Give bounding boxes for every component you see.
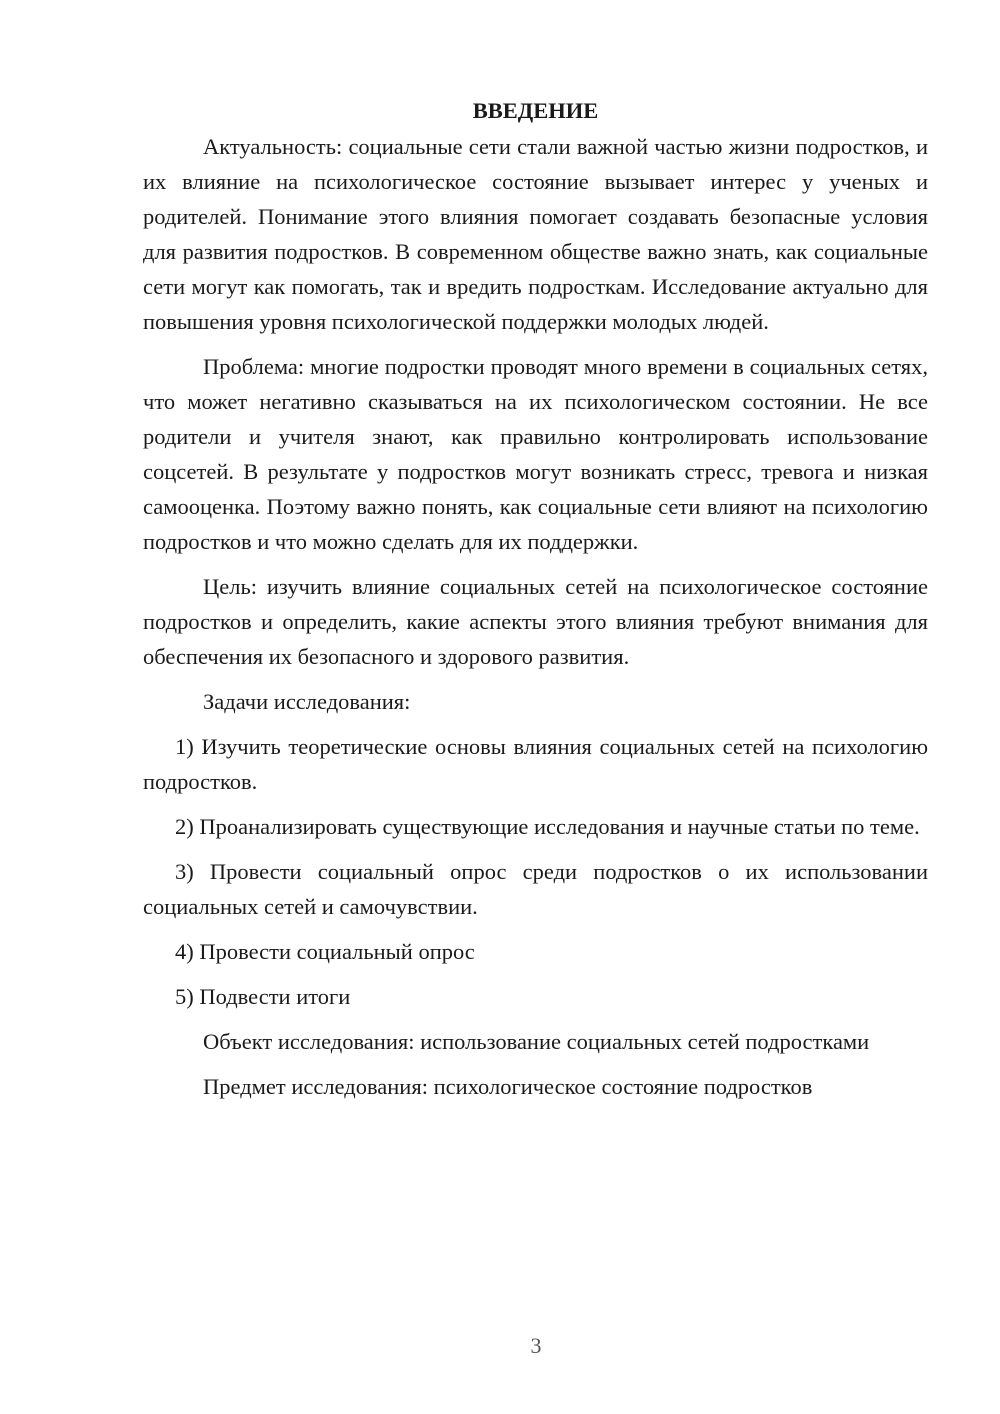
task-item-2: 2) Проанализировать существующие исследования и научные статьи по теме. <box>175 814 920 839</box>
section-heading: ВВЕДЕНИЕ <box>472 98 599 123</box>
task-item-1: 1) Изучить теоретические основы влияния социальных сетей на психологию подростков. <box>143 734 928 794</box>
task-item-3: 3) Провести социальный опрос среди подростков о их использовании социальных сетей и самочувствии. <box>143 859 928 919</box>
task-item-5: 5) Подвести итоги <box>175 984 351 1009</box>
goal-paragraph: Цель: изучить влияние социальных сетей на психологическое состояние подростков и определить, какие аспекты этого влияния требуют внимания для обеспечения их безопасного и здорового развития. <box>143 574 928 669</box>
problem-paragraph: Проблема: многие подростки проводят много времени в социальных сетях, что может негативно сказываться на их психологическом состоянии. Не все родители и учителя знают, как правильно контролировать использование соцсетей. В результате у подростков могут возникать стресс, тревога и низкая самооценка. Поэтому важно понять, как социальные сети влияют на психологию подростков и что можно сделать для их поддержки. <box>143 354 928 554</box>
object-paragraph: Объект исследования: использование социальных сетей подростками <box>203 1029 870 1054</box>
relevance-paragraph: Актуальность: социальные сети стали важной частью жизни подростков, и их влияние на психологическое состояние вызывает интерес у ученых и родителей. Понимание этого влияния помогает создавать безопасные условия для развития подростков. В современном обществе важно знать, как социальные сети могут как помогать, так и вредить подросткам. Исследование актуально для повышения уровня психологической поддержки молодых людей. <box>143 134 928 334</box>
task-item-4: 4) Провести социальный опрос <box>175 939 475 964</box>
page-number: 3 <box>530 1333 542 1358</box>
tasks-title: Задачи исследования: <box>203 689 411 714</box>
page-content <box>143 93 928 1104</box>
subject-paragraph: Предмет исследования: психологическое состояние подростков <box>203 1074 813 1099</box>
